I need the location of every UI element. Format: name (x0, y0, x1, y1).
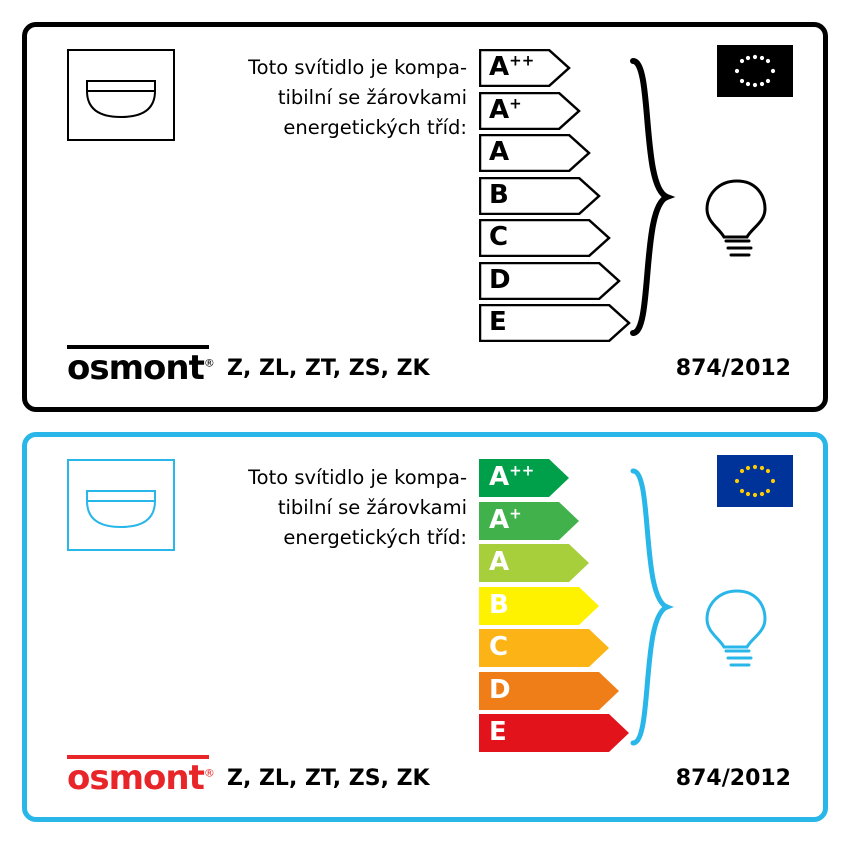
energy-class-row (479, 714, 631, 752)
brace-bracket (627, 467, 677, 751)
class-label: A (489, 137, 510, 167)
eu-flag-icon (717, 455, 793, 507)
headline-line-2: tibilní se žárovkami (277, 496, 467, 519)
brand-name: osmont® (67, 758, 214, 798)
headline-line-1: Toto svítidlo je kompa- (248, 466, 467, 489)
regulation-number-monochrome: 874/2012 (675, 356, 791, 381)
energy-label-panel-monochrome (22, 22, 828, 412)
wall-luminaire-icon (67, 459, 175, 551)
headline-line-3: energetických tříd: (283, 116, 467, 139)
class-label: A++ (489, 461, 535, 492)
energy-class-row (479, 134, 631, 172)
class-label: A (489, 547, 510, 577)
energy-class-row (479, 304, 631, 342)
energy-class-row (479, 219, 631, 257)
class-label: D (489, 674, 511, 705)
energy-class-row (479, 502, 631, 540)
class-label: B (489, 179, 509, 210)
brand-name: osmont® (67, 348, 214, 388)
headline-line-3: energetických tříd: (283, 526, 467, 549)
regulation-number-color: 874/2012 (675, 766, 791, 791)
class-label: A+ (489, 93, 522, 125)
energy-class-list-monochrome (479, 49, 631, 347)
headline-color (187, 463, 467, 553)
headline-line-2: tibilní se žárovkami (277, 86, 467, 109)
model-list-monochrome: Z, ZL, ZT, ZS, ZK (227, 356, 430, 381)
energy-label-panel-color (22, 432, 828, 822)
energy-class-row (479, 587, 631, 625)
energy-class-row (479, 629, 631, 667)
headline-line-1: Toto svítidlo je kompa- (248, 56, 467, 79)
energy-class-row (479, 544, 631, 582)
energy-class-row (479, 177, 631, 215)
class-label: D (489, 264, 511, 295)
model-list-color: Z, ZL, ZT, ZS, ZK (227, 766, 430, 791)
class-label: A++ (489, 51, 535, 82)
energy-class-row (479, 49, 631, 87)
class-label: E (489, 717, 507, 747)
brand-logo-monochrome (67, 345, 214, 388)
light-bulb-icon (699, 585, 775, 681)
headline-monochrome (187, 53, 467, 143)
class-label: B (489, 589, 509, 620)
energy-class-row (479, 459, 631, 497)
energy-class-row (479, 262, 631, 300)
brace-bracket (627, 57, 677, 341)
class-label: A+ (489, 503, 522, 535)
eu-flag-icon (717, 45, 793, 97)
class-label: C (489, 632, 509, 662)
class-label: E (489, 307, 507, 337)
energy-class-row (479, 92, 631, 130)
energy-class-list-color (479, 459, 631, 757)
class-label: C (489, 222, 509, 252)
light-bulb-icon (699, 175, 775, 271)
brand-logo-color (67, 755, 214, 798)
wall-luminaire-icon (67, 49, 175, 141)
energy-class-row (479, 672, 631, 710)
